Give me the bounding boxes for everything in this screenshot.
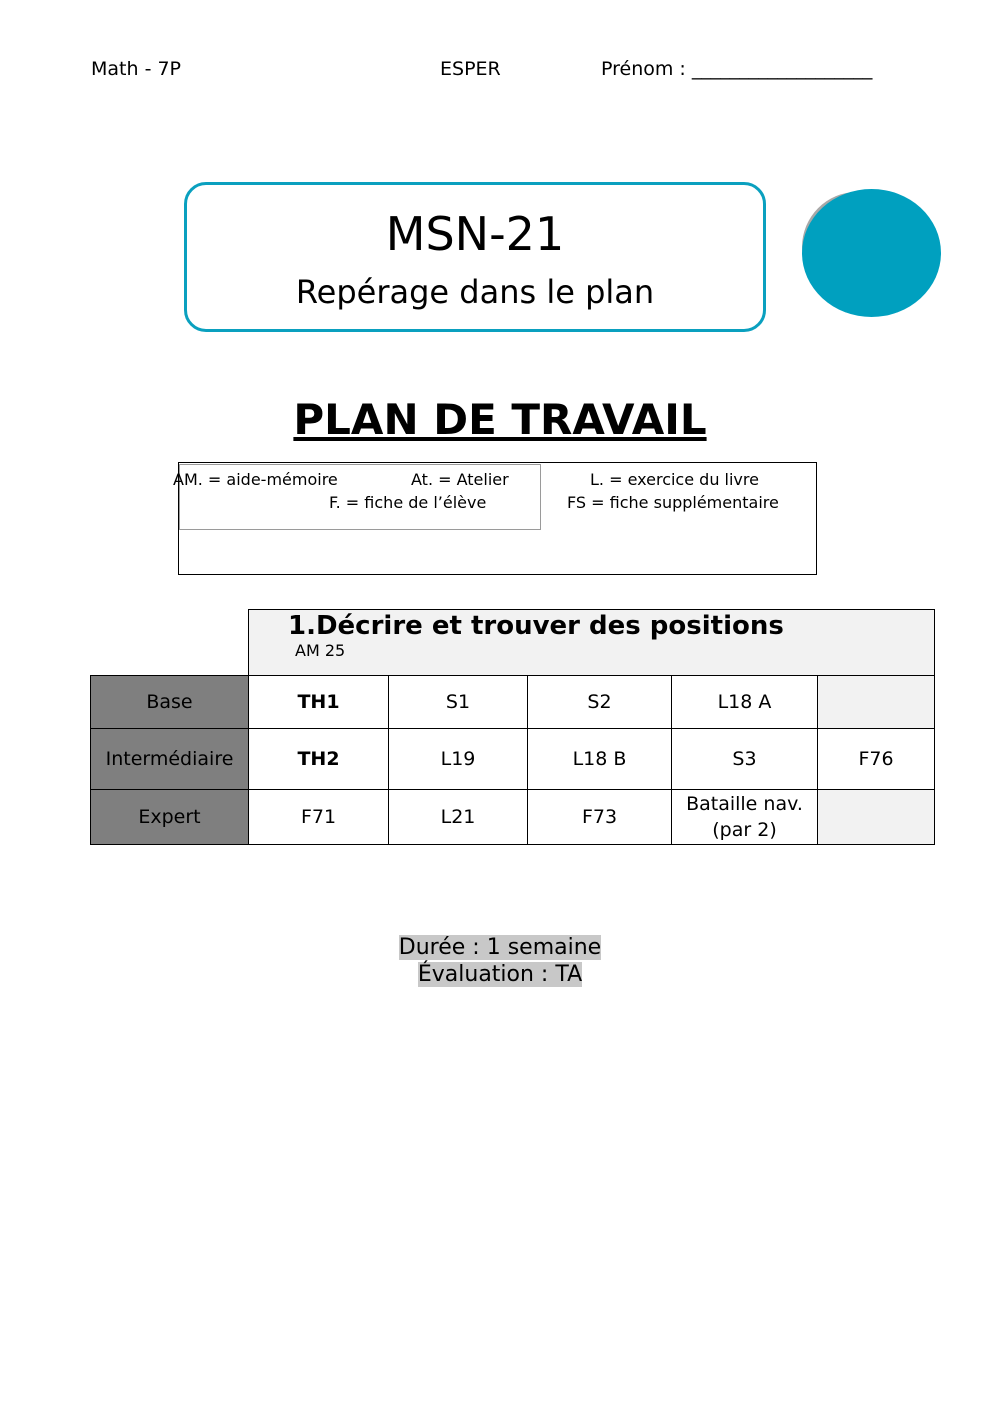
legend-f: F. = fiche de l’élève [329, 493, 487, 512]
header-school: ESPER [440, 58, 501, 80]
level-label: Expert [91, 790, 249, 845]
task-cell: F73 [528, 790, 672, 845]
evaluation-text: Évaluation : TA [417, 962, 583, 987]
task-cell: L21 [389, 790, 528, 845]
section-subtitle: AM 25 [295, 641, 346, 660]
task-cell-empty [818, 676, 935, 729]
duration-text: Durée : 1 semaine [398, 935, 602, 960]
level-label: Intermédiaire [91, 729, 249, 790]
evaluation-line [0, 962, 1000, 987]
decorative-circle [802, 189, 941, 317]
task-cell-empty [818, 790, 935, 845]
level-label: Base [91, 676, 249, 729]
legend-at: At. = Atelier [411, 470, 509, 489]
module-subtitle: Repérage dans le plan [295, 273, 655, 311]
table-header-row [91, 610, 935, 676]
table-row [91, 676, 935, 729]
legend-am: AM. = aide-mémoire [173, 470, 338, 489]
header-subject: Math - 7P [91, 58, 182, 80]
task-cell: F71 [249, 790, 389, 845]
legend-fs: FS = fiche supplémentaire [567, 493, 779, 512]
table-row [91, 729, 935, 790]
task-cell: S2 [528, 676, 672, 729]
section-header [249, 610, 935, 676]
task-cell: Bataille nav. (par 2) [672, 790, 818, 845]
plan-title: PLAN DE TRAVAIL [293, 395, 707, 444]
task-cell: F76 [818, 729, 935, 790]
section-title: 1.Décrire et trouver des positions [288, 611, 784, 641]
task-cell: L18 B [528, 729, 672, 790]
table-corner [91, 610, 249, 676]
task-cell: L19 [389, 729, 528, 790]
header-name-field: Prénom : ___________________ [601, 58, 873, 80]
work-plan-table [90, 609, 935, 845]
title-box [184, 182, 766, 332]
table-row [91, 790, 935, 845]
module-code: MSN-21 [385, 207, 565, 261]
legend-l: L. = exercice du livre [590, 470, 759, 489]
duration-line [0, 935, 1000, 960]
task-cell: TH1 [249, 676, 389, 729]
task-cell: S3 [672, 729, 818, 790]
task-cell: L18 A [672, 676, 818, 729]
task-cell: TH2 [249, 729, 389, 790]
task-cell: S1 [389, 676, 528, 729]
